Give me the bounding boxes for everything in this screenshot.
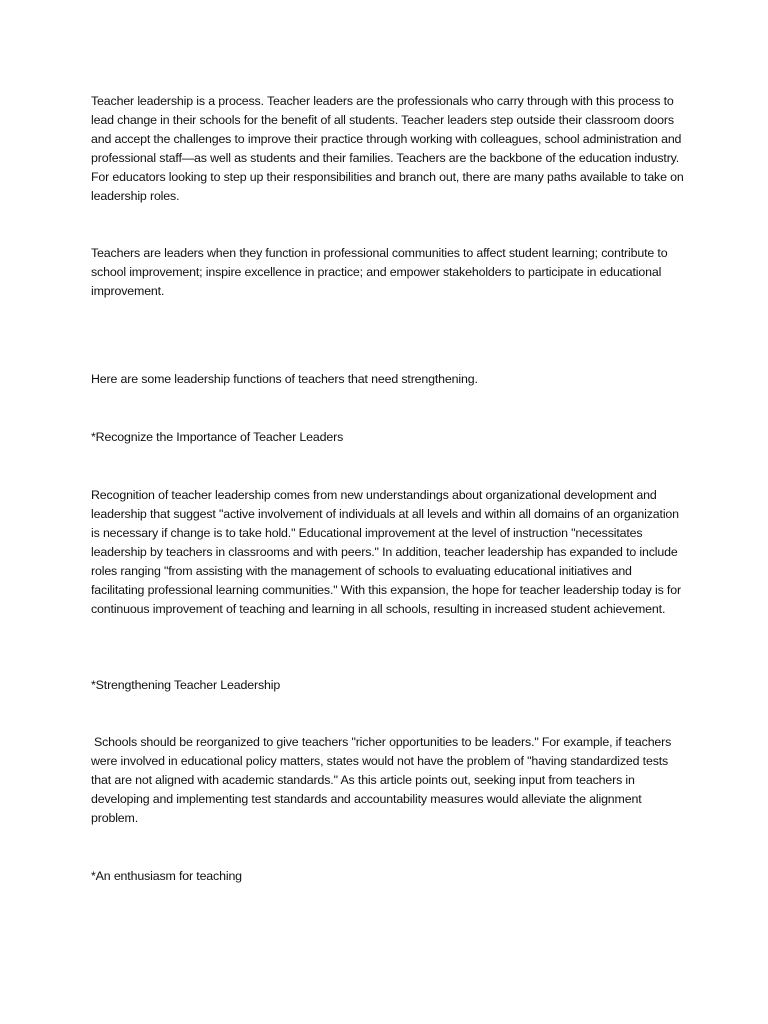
paragraph-intro: Teacher leadership is a process. Teacher leaders are the professionals who carry through with this process to lead change in their schools for the benefit of all students. Teacher leaders step outside their classroom doors and accept the challenges to improve their practice through working with colleagues, school administration and professional staff—as well as students and their families. Teachers are the backbone of the education industry. For educators looking to step up their responsibilities and branch out, there are many paths available to take on leadership roles. — [91, 94, 684, 203]
heading-recognize-importance: *Recognize the Importance of Teacher Leaders — [91, 430, 344, 444]
heading-enthusiasm-for-teaching: *An enthusiasm for teaching — [91, 869, 242, 883]
heading-strengthening-leadership: *Strengthening Teacher Leadership — [91, 678, 281, 692]
paragraph-recognition: Recognition of teacher leadership comes from new understandings about organizational development and leadership that suggest "active involvement of individuals at all levels and within all domains of an organization is necessary if change is to take hold." Educational improvement at the level of instruction "necessitates leadership by teachers in classrooms and with peers." In addition, teacher leadership has expanded to include roles ranging "from assisting with the management of schools to evaluating educational initiatives and facilitating professional learning communities." With this expansion, the hope for teacher leadership today is for continuous improvement of teaching and learning in all schools, resulting in increased student achievement. — [91, 488, 681, 616]
paragraph-schools-reorganized: Schools should be reorganized to give teachers "richer opportunities to be leaders." For example, if teachers were involved in educational policy matters, states would not have the problem of "having standardized tests that are not aligned with academic standards." As this article points out, seeking input from teachers in developing and implementing test standards and accountability measures would alleviate the alignment problem. — [91, 735, 672, 825]
paragraph-teachers-are-leaders: Teachers are leaders when they function in professional communities to affect student learning; contribute to school improvement; inspire excellence in practice; and empower stakeholders to participate in educational improvement. — [91, 246, 668, 298]
paragraph-leadership-functions: Here are some leadership functions of teachers that need strengthening. — [91, 372, 478, 386]
